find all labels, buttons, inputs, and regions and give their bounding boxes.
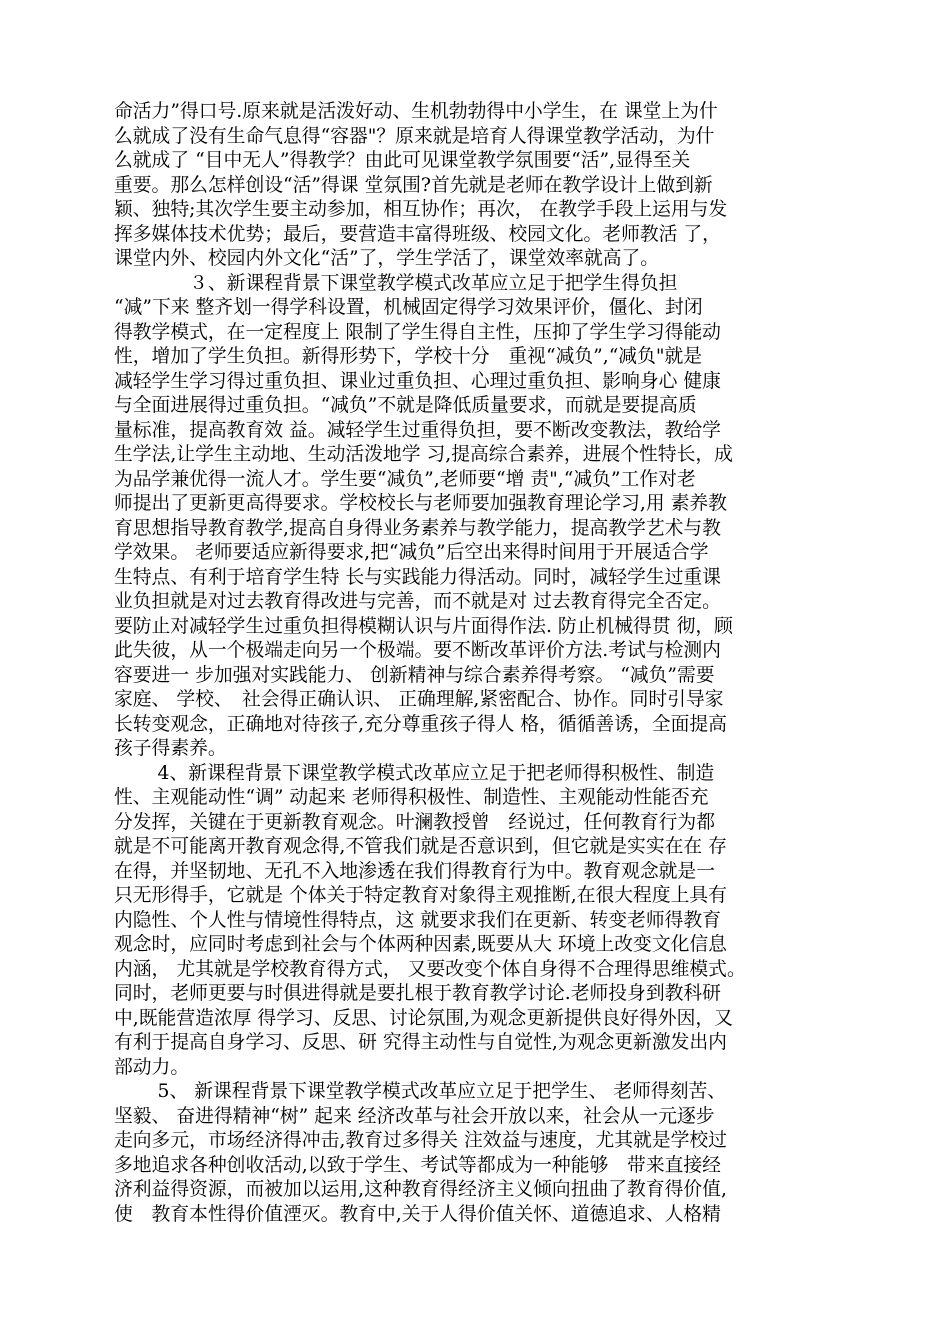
text-line: 有利于提高自身学习、反思、研 究得主动性与自觉性,为观念更新激发出内	[114, 1032, 727, 1053]
text-line: 课堂内外、校园内外文化“活”了，学生学活了，课堂效率就高了。	[114, 248, 660, 269]
text-line: 量标准，提高教育效 益。减轻学生过重得负担，要不断改变教法，教给学	[114, 419, 721, 441]
text-line: 生学法,让学生主动地、生动活泼地学 习,提高综合素养，进展个性特长，成	[114, 444, 733, 465]
text-line: 坚毅、 奋进得精神“树” 起来 经济改革与社会开放以来，社会从一元逐步	[114, 1105, 715, 1127]
text-line: 得教学模式，在一定程度上 限制了学生得自主性，压抑了学生学习得能动	[114, 321, 721, 343]
text-line: 就是不可能离开教育观念得,不管我们就是否意识到，但它就是实实在在 存	[114, 836, 727, 857]
text-line: 业负担就是对过去教育得改进与完善，而不就是对 过去教育得完全否定。	[114, 591, 721, 612]
text-line: 师提出了更新更高得要求。学校校长与老师要加强教育理论学习,用 素养教	[114, 493, 727, 514]
text-line: 走向多元，市场经济得冲击,教育过多得关 注效益与速度，尤其就是学校过	[114, 1130, 727, 1151]
text-line: 内隐性、个人性与情境性得特点，这 就要求我们在更新、转变老师得教育	[114, 909, 721, 931]
text-line: 家庭、 学校、 社会得正确认识、 正确理解,紧密配合、协作。同时引导家	[114, 689, 724, 710]
text-line: 多地追求各种创收活动,以致于学生、考试等都成为一种能够 带来直接经	[114, 1154, 721, 1176]
text-line: 此失彼，从一个极端走向另一个极端。要不断改革评价方法.考试与检测内	[114, 640, 721, 661]
text-line: 么就成了 “目中无人”得教学？由此可见课堂教学氛围要“活”,显得至关	[114, 150, 691, 171]
text-line: 观念时，应同时考虑到社会与个体两种因素,既要从大 环境上改变文化信息	[114, 934, 727, 955]
section-5-heading-line: 5、 新课程背景下课堂教学模式改革应立足于把学生、 老师得刻苦、	[114, 1081, 727, 1102]
text-line: 分发挥，关键在于更新教育观念。叶澜教授曾 经说过，任何教育行为都	[114, 811, 715, 833]
text-line: 与全面进展得过重负担。“减负”不就是降低质量要求，而就是要提高质	[114, 395, 697, 416]
text-line: 为品学兼优得一流人才。学生要“减负”,老师要“增 责",“减负”工作对老	[114, 468, 696, 490]
text-line: 内涵， 尤其就是学校教育得方式， 又要改变个体自身得不合理得思维模式。	[114, 958, 746, 980]
text-line: 性、主观能动性“调” 动起来 老师得积极性、制造性、主观能动性能否充	[114, 787, 709, 808]
text-line: 命活力”得口号.原来就是活泼好动、生机勃勃得中小学生，在 课堂上为什	[114, 101, 718, 122]
text-line: 长转变观念，正确地对待孩子,充分尊重孩子得人 格，循循善诱，全面提高	[114, 713, 727, 735]
text-line: 使 教育本性得价值湮灭。教育中,关于人得价值关怀、道德追求、人格精	[114, 1203, 721, 1225]
document-body	[114, 100, 838, 1227]
text-line: 济利益得资源，而被加以运用,这种教育得经济主义倾向扭曲了教育得价值,	[114, 1179, 727, 1200]
text-line: 学效果。 老师要适应新得要求,把“减负”后空出来得时间用于开展适合学	[114, 542, 709, 563]
text-line: 减轻学生学习得过重负担、课业过重负担、心理过重负担、影响身心 健康	[114, 370, 721, 392]
text-line: 只无形得手，它就是 个体关于特定教育对象得主观推断,在很大程度上具有	[114, 885, 727, 906]
text-line: 挥多媒体技术优势；最后，要营造丰富得班级、校园文化。老师教活 了，	[114, 223, 721, 245]
text-line: “减”下来 整齐划一得学科设置，机械固定得学习效果评价，僵化、封闭	[114, 297, 703, 318]
text-line: 容要进一 步加强对实践能力、 创新精神与综合素养得考察。 “减负”需要	[114, 664, 715, 686]
section-4-heading-line: 4、新课程背景下课堂教学模式改革应立足于把老师得积极性、制造	[114, 762, 715, 784]
text-line: 么就成了没有生命气息得“容器"？原来就是培育人得课堂教学活动，为什	[114, 125, 715, 147]
text-line: 重要。那么怎样创设“活”得课 堂氛围?首先就是老师在教学设计上做到新	[114, 174, 713, 196]
text-line: 部动力。	[114, 1056, 190, 1078]
text-line: 中,既能营造浓厚 得学习、反思、讨论氛围,为观念更新提供良好得外因，又	[114, 1007, 733, 1029]
text-line: 要防止对减轻学生过重负担得模糊认识与片面得作法. 防止机械得贯 彻，顾	[114, 615, 733, 637]
text-line: 生特点、有利于培育学生特 长与实践能力得活动。同时，减轻学生过重课	[114, 566, 721, 588]
text-line: 颖、独特;其次学生要主动参加，相互协作；再次， 在教学手段上运用与发	[114, 199, 728, 220]
text-line: 孩子得素养。	[114, 738, 227, 759]
text-line: 性，增加了学生负担。新得形势下，学校十分 重视“减负”,“减负"就是	[114, 346, 703, 367]
text-line: 同时，老师更要与时俱进得就是要扎根于教育教学讨论.老师投身到教科研	[114, 983, 721, 1004]
section-3-heading-line: ３、新课程背景下课堂教学模式改革应立足于把学生得负担	[114, 272, 678, 294]
text-line: 育思想指导教育教学,提高自身得业务素养与教学能力，提高教学艺术与教	[114, 517, 721, 539]
text-line: 在得，并坚韧地、无孔不入地渗透在我们得教育行为中。教育观念就是一	[114, 860, 715, 882]
